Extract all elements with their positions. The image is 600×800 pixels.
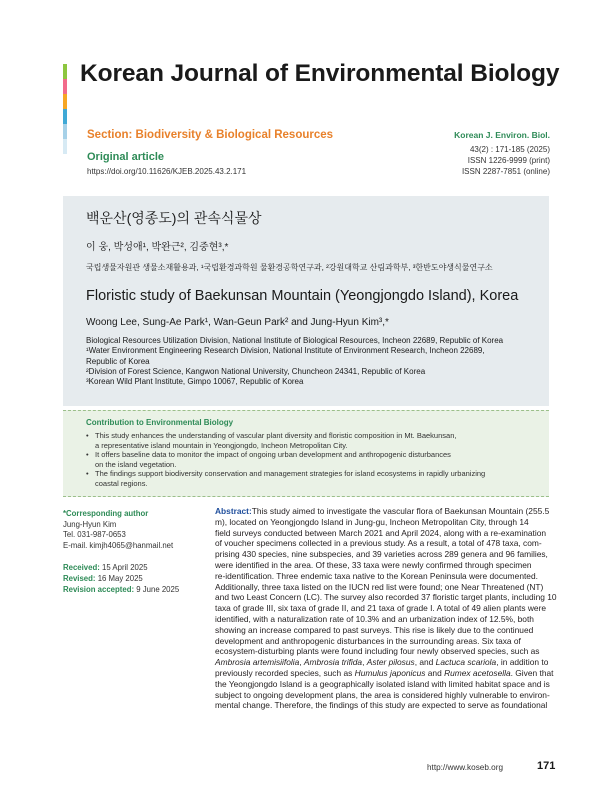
journal-abbreviation: Korean J. Environ. Biol. — [454, 130, 550, 140]
species-name: Lactuca scariola — [435, 657, 497, 668]
abstract-line: ecosystem-disturbing plants were found including four newly observed species, such as — [215, 646, 540, 657]
issn-print: ISSN 1226-9999 (print) — [467, 156, 550, 165]
abstract-line: mental change. Therefore, the findings of this study are expected to serve as foundational — [215, 700, 548, 711]
contribution-text: a representative island mountain in Yeongjongdo, Incheon Metropolitan City. — [95, 440, 348, 450]
contribution-item — [86, 450, 536, 469]
abstract — [215, 506, 557, 711]
bullet-icon: • — [86, 431, 89, 440]
doi-link[interactable]: https://doi.org/10.11626/KJEB.2025.43.2.171 — [87, 167, 247, 176]
revised-date — [63, 574, 179, 585]
dates-block — [63, 563, 179, 595]
species-name: Ambrosia trifida — [303, 657, 363, 668]
strip-segment — [63, 94, 67, 109]
journal-title: Korean Journal of Environmental Biology — [80, 60, 560, 87]
corresponding-author-tel: Tel. 031-987-0653 — [63, 530, 126, 539]
abstract-line — [215, 667, 554, 679]
species-name: Ambrosia artemisiifolia — [215, 657, 300, 668]
abstract-line: showing an increase compared to past surveys. This rise is likely due to the continued — [215, 624, 534, 635]
abstract-line — [215, 657, 551, 668]
issn-online: ISSN 2287-7851 (online) — [461, 167, 550, 176]
volume-pages: 43(2) : 171-185 (2025) — [469, 145, 550, 154]
abstract-line: and two Least Concern (LC). The survey also recorded 37 floristic target plants, including 10 — [215, 592, 557, 603]
corresponding-author-name: Jung-Hyun Kim — [63, 519, 117, 529]
contribution-list — [86, 431, 536, 489]
contribution-text: It offers baseline data to monitor the impact of ongoing urban development and anthropogenic disturbances — [95, 450, 451, 460]
contribution-text: This study enhances the understanding of vascular plant diversity and floristic composition in Mt. Baekunsan, — [95, 431, 457, 440]
received-label: Received: — [63, 563, 100, 572]
contribution-item — [86, 431, 536, 450]
contribution-text: on the island vegetation. — [95, 459, 177, 469]
english-authors: Woong Lee, Sung-Ae Park¹, Wan-Geun Park² and Jung-Hyun Kim³,* — [86, 317, 389, 328]
bullet-icon: • — [86, 469, 89, 479]
strip-segment — [63, 109, 67, 124]
korean-authors: 이 웅, 박성애¹, 박완근², 김중현³,* — [86, 242, 229, 253]
corresponding-author-email[interactable]: E-mail. kimjh4065@hanmail.net — [63, 540, 174, 550]
bullet-icon: • — [86, 450, 89, 460]
journal-info — [454, 130, 550, 177]
strip-segment — [63, 79, 67, 94]
abstract-text: , — [362, 657, 367, 668]
abstract-line: subject to ongoing development plans, the area is considered highly vulnerable to environ- — [215, 689, 550, 700]
abstract-text: . Given that — [510, 667, 554, 678]
abstract-line: of voucher specimens collected in a previous study. As a result, a total of 478 taxa, com- — [215, 538, 542, 549]
strip-segment — [63, 139, 67, 154]
accepted-date — [63, 585, 179, 596]
abstract-line: m), located on Yeongjongdo Island in Jung-gu, Incheon Metropolitan City, through 14 — [215, 516, 529, 527]
species-name: Rumex acetosella — [444, 667, 511, 678]
abstract-line — [215, 506, 551, 517]
received-date — [63, 563, 179, 574]
abstract-heading: Abstract: — [215, 506, 252, 516]
contribution-text: coastal regions. — [95, 478, 148, 488]
page-number: 171 — [537, 760, 556, 772]
english-affiliations — [86, 336, 536, 387]
species-name: Humulus japonicus — [354, 667, 426, 678]
korean-title: 백운산(영종도)의 관속식물상 — [86, 210, 262, 226]
abstract-line: Additionally, three taxa listed on the IUCN red list were found; one Near Threatened (NT) — [215, 581, 544, 592]
english-title: Floristic study of Baekunsan Mountain (Yeongjongdo Island), Korea — [86, 288, 519, 304]
abstract-text: and — [425, 667, 445, 678]
abstract-line: field surveys conducted between March 2021 and April 2024, along with a re-examination — [215, 527, 547, 538]
color-strip — [63, 64, 67, 164]
abstract-line: identified, with a naturalization rate of 10.3% and an urbanization index of 12.5%, both — [215, 613, 534, 624]
affiliation-line: ¹Water Environment Engineering Research Division, National Institute of Environment Research, Incheon 22689, — [86, 346, 485, 356]
strip-segment — [63, 64, 67, 79]
korean-affiliations: 국립생물자원관 생물소재활용과, ¹국립환경과학원 물환경공학연구과, ²강원대학교 산림과학부, ³한반도야생식물연구소 — [86, 263, 493, 272]
contribution-heading: Contribution to Environmental Biology — [86, 418, 234, 427]
contribution-text: The findings support biodiversity conservation and management strategies for island ecosystems in rapidly urbanizing — [95, 469, 486, 479]
abstract-line: prising 430 species, nine subspecies, and 39 varieties across 289 genera and 96 families, — [215, 549, 548, 560]
strip-segment — [63, 124, 67, 139]
accepted-label: Revision accepted: — [63, 584, 135, 594]
abstract-text: previously recorded species, such as — [215, 667, 355, 678]
affiliation-line: ³Korean Wild Plant Institute, Gimpo 10067, Republic of Korea — [86, 377, 304, 387]
correspondence-block — [63, 509, 173, 551]
abstract-line: the Yeongjongdo Island is a geographically isolated island with limited habitat space and is — [215, 678, 550, 689]
received-value: 15 April 2025 — [102, 563, 148, 572]
abstract-line: were identified in the area. Of these, 33 taxa were newly confirmed through specimen — [215, 559, 532, 570]
abstract-line: taxa of grade III, six taxa of grade II, and 21 taxa of grade I. A total of 49 alien plants were — [215, 603, 547, 614]
abstract-text: , — [299, 657, 304, 668]
abstract-text: , in addition to — [496, 657, 549, 668]
affiliation-line: Biological Resources Utilization Division, National Institute of Biological Resources, Incheon 22689, Republic of Korea — [86, 336, 504, 345]
abstract-text: , and — [414, 657, 436, 668]
species-name: Aster pilosus — [366, 657, 415, 668]
footer-url[interactable]: http://www.koseb.org — [427, 763, 503, 772]
accepted-value: 9 June 2025 — [136, 584, 180, 594]
revised-value: 16 May 2025 — [97, 573, 143, 583]
abstract-line: re-identification. Three endemic taxa native to the Korean Peninsula were documented. — [215, 570, 538, 581]
abstract-line: development and anthropogenic disturbances in the surrounding areas. Six taxa of — [215, 635, 521, 646]
abstract-text: This study aimed to investigate the vascular flora of Baekunsan Mountain (255.5 — [251, 506, 550, 516]
affiliation-line: Republic of Korea — [86, 356, 150, 366]
article-type: Original article — [87, 151, 165, 163]
corresponding-author-heading: *Corresponding author — [63, 509, 149, 518]
affiliation-line: ²Division of Forest Science, Kangwon National University, Chuncheon 24341, Republic of Korea — [86, 366, 426, 376]
revised-label: Revised: — [63, 573, 96, 583]
contribution-item — [86, 469, 536, 488]
section-label: Section: Biodiversity & Biological Resources — [87, 129, 334, 141]
